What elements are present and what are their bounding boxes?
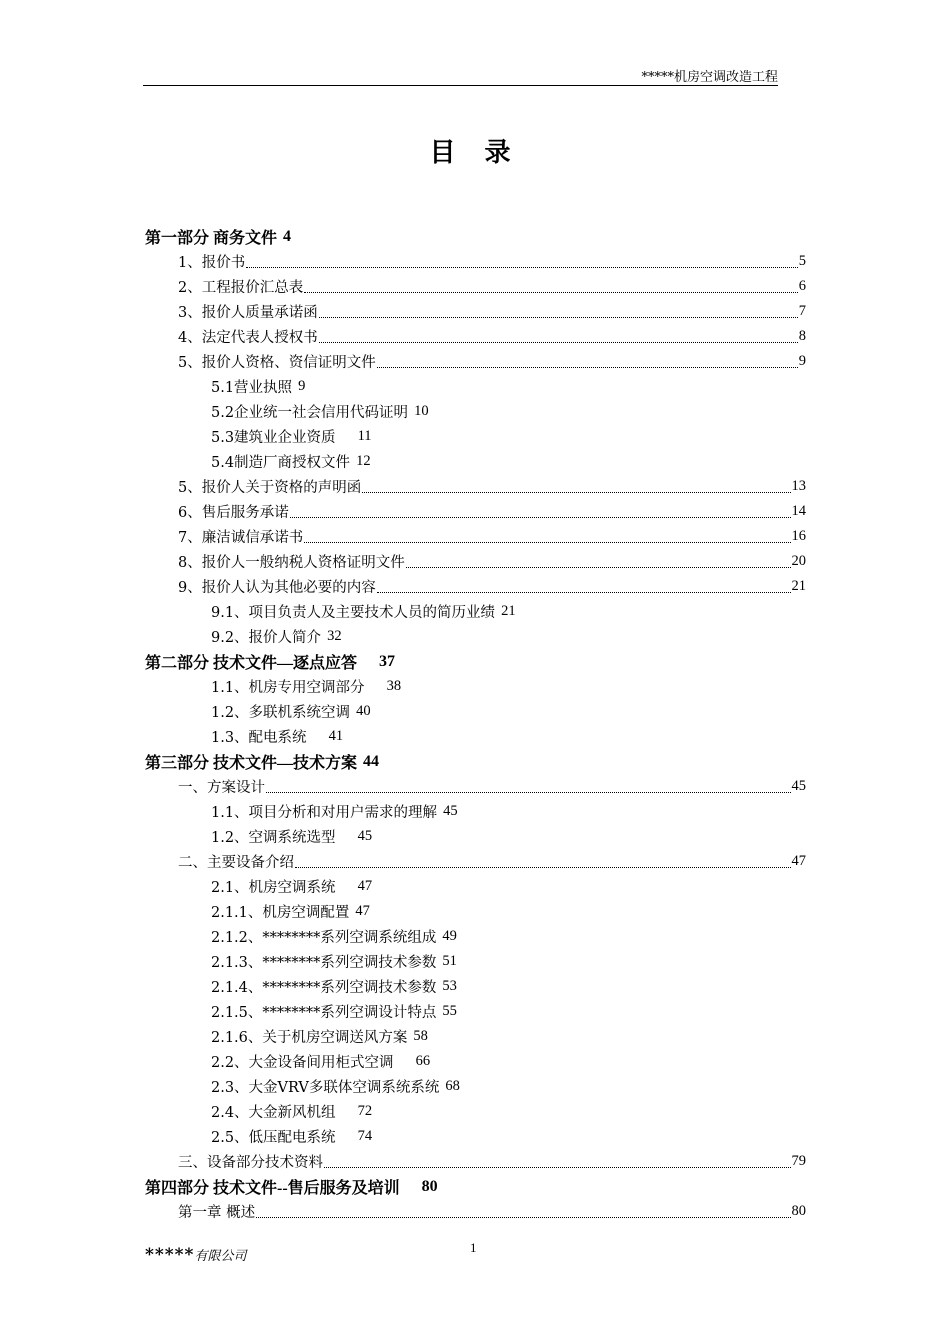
- toc-page-number: 4: [283, 227, 292, 245]
- toc-entry[interactable]: [145, 674, 806, 699]
- page-title: 目 录: [429, 138, 521, 168]
- toc-part-heading[interactable]: [145, 1174, 806, 1199]
- toc-page-number: 45: [443, 803, 458, 819]
- header-rule: [143, 85, 778, 86]
- toc-entry-label: 第四部分 技术文件--售后服务及培训: [145, 1180, 400, 1197]
- toc-entry-label: 1.1、机房专用空调部分: [211, 680, 365, 696]
- toc-page-number: 9: [798, 353, 806, 369]
- toc-page-number: 66: [415, 1053, 431, 1069]
- toc-entry-label: 2.1.5、********系列空调设计特点: [211, 1005, 437, 1021]
- toc-page-number: 47: [791, 853, 806, 869]
- toc-entry-label: 第二部分 技术文件—逐点应答: [145, 655, 358, 672]
- toc-entry[interactable]: [145, 1049, 806, 1074]
- toc-entry-label: 5.3建筑业企业资质: [211, 430, 336, 446]
- toc-entry[interactable]: [145, 1149, 806, 1174]
- toc-page-number: 5: [798, 253, 806, 269]
- toc-entry[interactable]: [145, 374, 806, 399]
- toc-page-number: 32: [327, 628, 342, 644]
- toc-entry-label: 1.1、项目分析和对用户需求的理解: [211, 805, 438, 821]
- toc-entry[interactable]: [145, 624, 806, 649]
- toc-entry[interactable]: [145, 474, 806, 499]
- dot-leader: [304, 292, 798, 293]
- toc-entry[interactable]: [145, 724, 806, 749]
- dot-leader: [266, 792, 791, 793]
- toc-entry-label: 5.4制造厂商授权文件: [211, 455, 351, 471]
- toc-entry-label: 2.1.2、********系列空调系统组成: [211, 930, 437, 946]
- dot-leader: [290, 517, 791, 518]
- toc-page-number: 53: [442, 978, 457, 994]
- toc-entry[interactable]: [145, 874, 806, 899]
- toc-entry-label: 2.4、大金新风机组: [211, 1105, 336, 1121]
- toc-page-number: 47: [357, 878, 373, 894]
- dot-leader: [319, 342, 798, 343]
- toc-page-number: 80: [791, 1203, 806, 1219]
- toc-entry[interactable]: [145, 899, 806, 924]
- toc-entry-label: 第三部分 技术文件—技术方案: [145, 755, 358, 772]
- footer-company-stars: *****: [145, 1245, 195, 1265]
- toc-page-number: 13: [791, 478, 806, 494]
- toc-page-number: 6: [798, 278, 806, 294]
- toc-page-number: 79: [791, 1153, 806, 1169]
- toc-page-number: 7: [798, 303, 806, 319]
- toc-entry[interactable]: [145, 699, 806, 724]
- toc-entry[interactable]: [145, 449, 806, 474]
- page-number: 1: [470, 1240, 477, 1255]
- dot-leader: [362, 492, 790, 493]
- toc-page-number: 8: [798, 328, 806, 344]
- footer-company: [145, 1245, 246, 1265]
- toc-entry-label: 2.1、机房空调系统: [211, 880, 336, 896]
- toc-page-number: 38: [386, 678, 402, 694]
- toc-page-number: 9: [298, 378, 306, 394]
- toc-entry-label: 4、法定代表人授权书: [178, 330, 318, 346]
- dot-leader: [319, 317, 798, 318]
- toc-page-number: 12: [356, 453, 371, 469]
- toc-entry-label: 2.1.3、********系列空调技术参数: [211, 955, 437, 971]
- toc-entry[interactable]: [145, 299, 806, 324]
- toc-page-number: 40: [356, 703, 371, 719]
- toc-entry-label: 2、工程报价汇总表: [178, 280, 304, 296]
- toc-entry[interactable]: [145, 1074, 806, 1099]
- dot-leader: [246, 267, 798, 268]
- toc-entry[interactable]: [145, 1199, 806, 1224]
- toc-entry-label: 二、主要设备介绍: [178, 855, 294, 871]
- table-of-contents: [145, 224, 806, 1224]
- toc-page-number: 80: [421, 1177, 438, 1195]
- toc-entry-label: 1.3、配电系统: [211, 730, 307, 746]
- toc-entry-label: 2.1.1、机房空调配置: [211, 905, 350, 921]
- toc-entry-label: 6、售后服务承诺: [178, 505, 289, 521]
- toc-entry-label: 第一部分 商务文件: [145, 230, 278, 247]
- toc-part-heading[interactable]: [145, 749, 806, 774]
- toc-page-number: 49: [442, 928, 457, 944]
- toc-page-number: 47: [355, 903, 370, 919]
- toc-entry[interactable]: [145, 774, 806, 799]
- dot-leader: [256, 1217, 790, 1218]
- toc-entry-label: 一、方案设计: [178, 780, 265, 796]
- toc-part-heading[interactable]: [145, 224, 806, 249]
- toc-page-number: 21: [501, 603, 516, 619]
- toc-entry-label: 2.3、大金VRV多联体空调系统系统: [211, 1080, 440, 1096]
- toc-page-number: 10: [414, 403, 429, 419]
- dot-leader: [295, 867, 791, 868]
- toc-entry[interactable]: [145, 524, 806, 549]
- toc-page-number: 44: [363, 752, 380, 770]
- footer-company-suffix: 有限公司: [194, 1249, 247, 1264]
- toc-entry[interactable]: [145, 949, 806, 974]
- toc-entry-label: 5、报价人资格、资信证明文件: [178, 355, 376, 371]
- toc-entry-label: 1、报价书: [178, 255, 246, 271]
- toc-entry[interactable]: [145, 324, 806, 349]
- toc-entry[interactable]: [145, 499, 806, 524]
- toc-page-number: 16: [791, 528, 806, 544]
- toc-entry-label: 5.2企业统一社会信用代码证明: [211, 405, 409, 421]
- toc-page-number: 72: [357, 1103, 373, 1119]
- dot-leader: [304, 542, 790, 543]
- toc-entry[interactable]: [145, 399, 806, 424]
- toc-entry[interactable]: [145, 274, 806, 299]
- toc-entry[interactable]: [145, 999, 806, 1024]
- toc-page-number: 58: [413, 1028, 428, 1044]
- dot-leader: [377, 367, 798, 368]
- toc-page-number: 51: [442, 953, 457, 969]
- toc-page-number: 20: [791, 553, 806, 569]
- toc-entry[interactable]: [145, 599, 806, 624]
- toc-entry[interactable]: [145, 549, 806, 574]
- toc-page-number: 41: [328, 728, 344, 744]
- toc-entry[interactable]: [145, 974, 806, 999]
- toc-entry[interactable]: [145, 574, 806, 599]
- dot-leader: [406, 567, 791, 568]
- toc-entry[interactable]: [145, 1024, 806, 1049]
- toc-page-number: 37: [379, 652, 396, 670]
- header-text: *****机房空调改造工程: [641, 70, 778, 85]
- toc-entry[interactable]: [145, 824, 806, 849]
- toc-entry-label: 2.1.6、关于机房空调送风方案: [211, 1030, 408, 1046]
- toc-part-heading[interactable]: [145, 649, 806, 674]
- toc-page-number: 11: [357, 428, 372, 444]
- toc-entry-label: 9、报价人认为其他必要的内容: [178, 580, 376, 596]
- toc-entry-label: 3、报价人质量承诺函: [178, 305, 318, 321]
- toc-entry-label: 5.1营业执照: [211, 380, 293, 396]
- toc-entry-label: 1.2、多联机系统空调: [211, 705, 351, 721]
- toc-page-number: 21: [791, 578, 806, 594]
- toc-page-number: 74: [357, 1128, 373, 1144]
- toc-entry-label: 2.2、大金设备间用柜式空调: [211, 1055, 394, 1071]
- toc-entry-label: 三、设备部分技术资料: [178, 1155, 323, 1171]
- toc-entry[interactable]: [145, 799, 806, 824]
- toc-entry-label: 5、报价人关于资格的声明函: [178, 480, 362, 496]
- toc-page-number: 45: [791, 778, 806, 794]
- toc-entry[interactable]: [145, 1124, 806, 1149]
- toc-entry[interactable]: [145, 424, 806, 449]
- toc-entry-label: 第一章 概述: [178, 1205, 256, 1221]
- toc-entry-label: 2.1.4、********系列空调技术参数: [211, 980, 437, 996]
- dot-leader: [377, 592, 791, 593]
- toc-entry[interactable]: [145, 249, 806, 274]
- toc-entry-label: 1.2、空调系统选型: [211, 830, 336, 846]
- toc-entry-label: 2.5、低压配电系统: [211, 1130, 336, 1146]
- dot-leader: [324, 1167, 791, 1168]
- toc-page-number: 45: [357, 828, 373, 844]
- toc-page-number: 14: [791, 503, 806, 519]
- toc-entry-label: 7、廉洁诚信承诺书: [178, 530, 304, 546]
- toc-page-number: 55: [442, 1003, 457, 1019]
- toc-entry[interactable]: [145, 849, 806, 874]
- toc-page-number: 68: [445, 1078, 460, 1094]
- toc-entry-label: 8、报价人一般纳税人资格证明文件: [178, 555, 405, 571]
- toc-entry[interactable]: [145, 349, 806, 374]
- toc-entry-label: 9.2、报价人简介: [211, 630, 322, 646]
- toc-entry-label: 9.1、项目负责人及主要技术人员的简历业绩: [211, 605, 496, 621]
- toc-entry[interactable]: [145, 924, 806, 949]
- toc-entry[interactable]: [145, 1099, 806, 1124]
